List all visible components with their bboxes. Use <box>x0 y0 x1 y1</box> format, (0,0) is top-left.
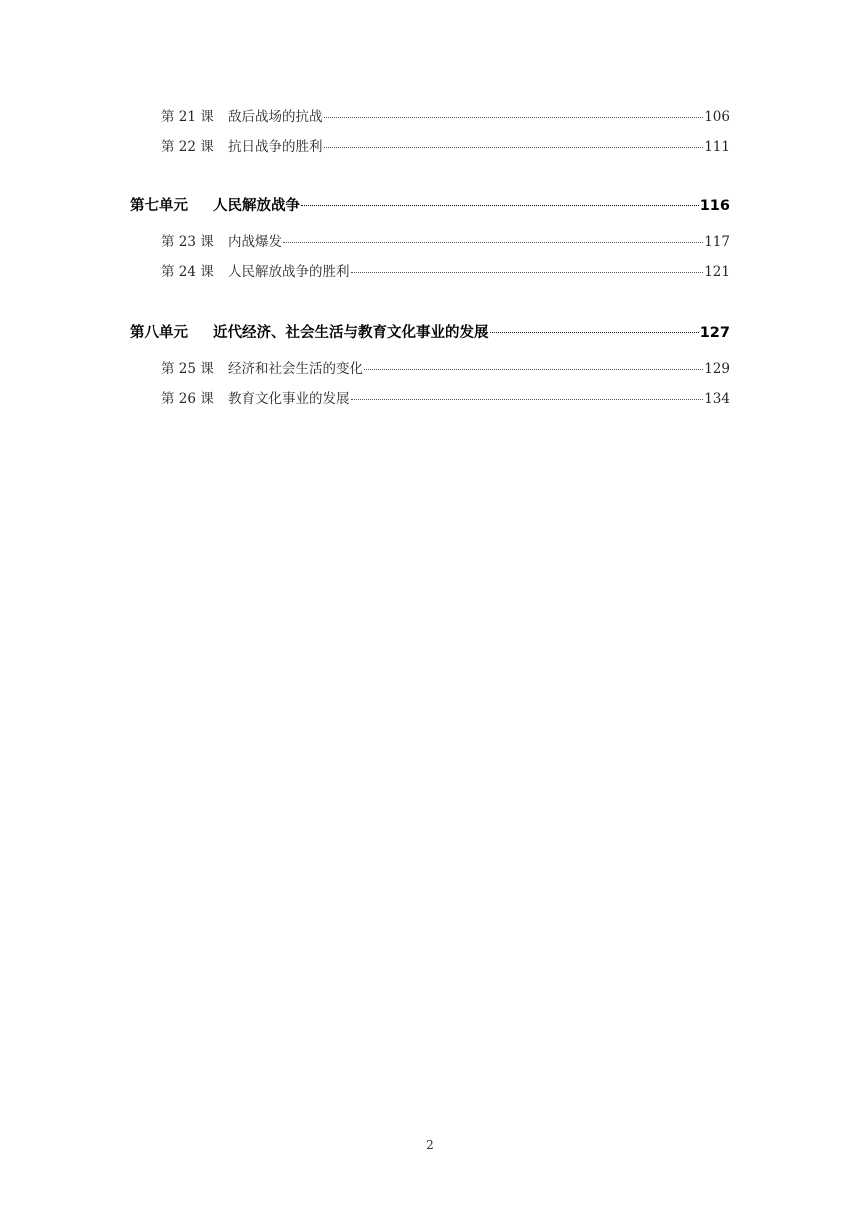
dot-leader <box>490 331 699 333</box>
toc-entry-lesson-24[interactable] <box>130 260 730 280</box>
dot-leader <box>324 146 704 148</box>
page-number: 117 <box>704 234 730 250</box>
page-number: 111 <box>704 139 730 155</box>
lesson-number: 第 23 课 <box>161 234 214 250</box>
unit-number: 第七单元 <box>130 198 188 214</box>
dot-leader <box>351 398 704 400</box>
lesson-title: 教育文化事业的发展 <box>228 391 350 407</box>
dot-leader <box>283 241 703 243</box>
dot-leader <box>301 204 699 206</box>
page-number: 121 <box>704 264 730 280</box>
page-number: 116 <box>699 198 730 214</box>
lesson-number: 第 26 课 <box>161 391 214 407</box>
lesson-title: 抗日战争的胜利 <box>228 139 323 155</box>
page-number: 127 <box>699 325 730 341</box>
page-number: 106 <box>704 109 730 125</box>
toc-entry-lesson-26[interactable] <box>130 387 730 407</box>
page-number: 134 <box>704 391 730 407</box>
unit-title: 人民解放战争 <box>213 198 300 214</box>
lesson-number: 第 25 课 <box>161 361 214 377</box>
toc-entry-unit-8[interactable] <box>130 321 730 342</box>
lesson-title: 经济和社会生活的变化 <box>228 361 363 377</box>
dot-leader <box>364 368 703 370</box>
lesson-title: 敌后战场的抗战 <box>228 109 323 125</box>
page-number: 129 <box>704 361 730 377</box>
dot-leader <box>324 116 704 118</box>
toc-entry-lesson-21[interactable] <box>130 105 730 125</box>
unit-number: 第八单元 <box>130 325 188 341</box>
toc-entry-lesson-22[interactable] <box>130 135 730 155</box>
page-footer-number: 2 <box>426 1138 434 1152</box>
lesson-title: 内战爆发 <box>228 234 282 250</box>
toc-entry-lesson-25[interactable] <box>130 357 730 377</box>
lesson-title: 人民解放战争的胜利 <box>228 264 350 280</box>
toc-entry-lesson-23[interactable] <box>130 230 730 250</box>
dot-leader <box>351 271 704 273</box>
toc-entry-unit-7[interactable] <box>130 194 730 215</box>
lesson-number: 第 22 课 <box>161 139 214 155</box>
lesson-number: 第 24 课 <box>161 264 214 280</box>
lesson-number: 第 21 课 <box>161 109 214 125</box>
unit-title: 近代经济、社会生活与教育文化事业的发展 <box>213 325 489 341</box>
